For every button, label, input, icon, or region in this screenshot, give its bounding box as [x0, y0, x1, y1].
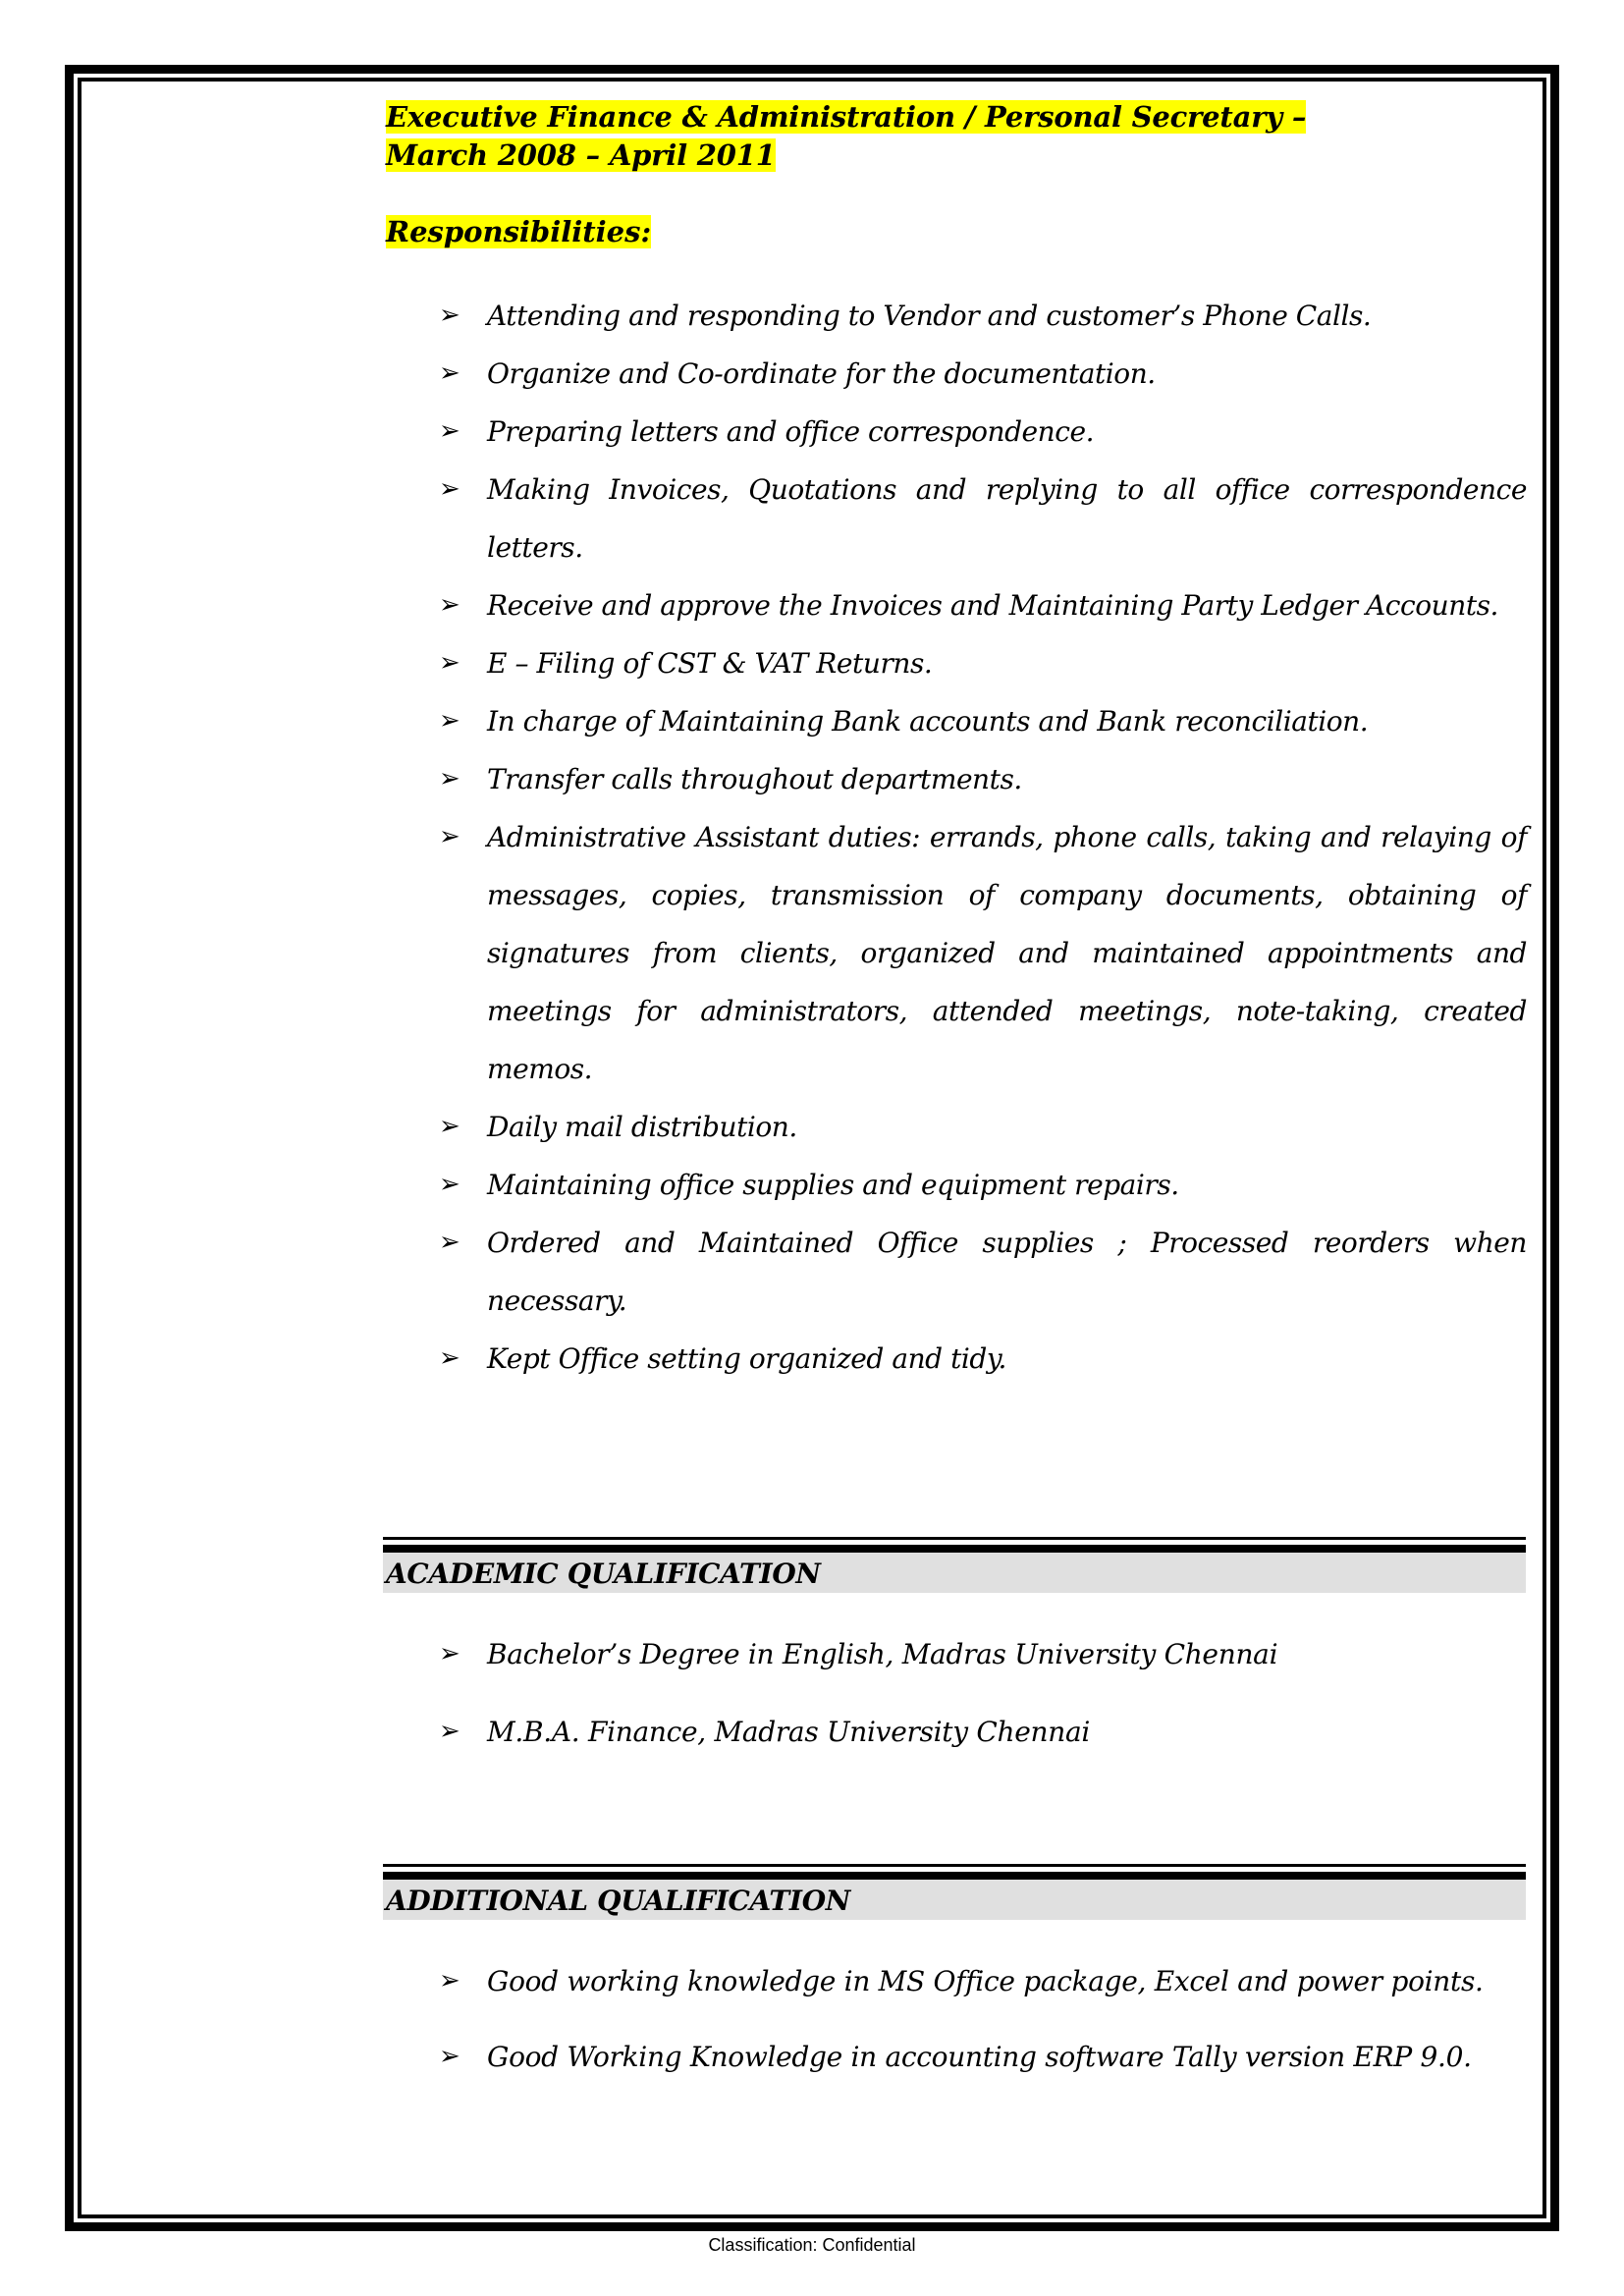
arrow-bullet-icon: ➢ [439, 1717, 460, 1746]
list-item [439, 634, 1527, 692]
academic-section-header [383, 1537, 1526, 1593]
list-item [439, 1156, 1527, 1214]
list-item [439, 1635, 1527, 1673]
list-item [439, 461, 1527, 576]
arrow-bullet-icon: ➢ [439, 1343, 460, 1373]
arrow-bullet-icon: ➢ [439, 1112, 460, 1141]
list-item [439, 692, 1527, 750]
list-item-text: M.B.A. Finance, Madras University Chennai [487, 1716, 1090, 1748]
responsibilities-heading-text: Responsibilities: [386, 215, 652, 248]
list-item [439, 345, 1527, 403]
arrow-bullet-icon: ➢ [439, 648, 460, 678]
responsibilities-list [439, 287, 1527, 1388]
arrow-bullet-icon: ➢ [439, 1228, 460, 1257]
classification-footer: Classification: Confidential [708, 2235, 916, 2255]
list-item-text: Organize and Co-ordinate for the documentation. [487, 357, 1156, 390]
list-item [439, 403, 1527, 461]
list-item-text: In charge of Maintaining Bank accounts and Bank reconciliation. [487, 705, 1369, 738]
arrow-bullet-icon: ➢ [439, 474, 460, 504]
arrow-bullet-icon: ➢ [439, 764, 460, 793]
list-item-text: Good working knowledge in MS Office package, Excel and power points. [487, 1965, 1484, 1997]
list-item-text: Bachelor’s Degree in English, Madras University Chennai [487, 1638, 1278, 1670]
additional-heading: ADDITIONAL QUALIFICATION [383, 1880, 1526, 1920]
list-item [439, 1214, 1527, 1330]
arrow-bullet-icon: ➢ [439, 1966, 460, 1995]
list-item-text: Administrative Assistant duties: errands, phone calls, taking and relaying of messages, copies, transmission of company documents, obtaining of signatures from clients, organized and maintained appointments and meetings for administrators, attended meetings, note-taking, created memos. [487, 821, 1527, 1085]
list-item [439, 750, 1527, 808]
arrow-bullet-icon: ➢ [439, 358, 460, 388]
arrow-bullet-icon: ➢ [439, 2042, 460, 2071]
job-title-dates: March 2008 – April 2011 [386, 138, 776, 172]
list-item [439, 808, 1527, 1098]
academic-heading: ACADEMIC QUALIFICATION [383, 1553, 1526, 1593]
list-item [439, 1962, 1527, 2000]
list-item-text: Receive and approve the Invoices and Maintaining Party Ledger Accounts. [487, 589, 1498, 622]
job-title [386, 98, 1525, 175]
list-item [439, 1330, 1527, 1388]
responsibilities-heading [386, 213, 651, 251]
list-item-text: Making Invoices, Quotations and replying to all office correspondence letters. [487, 473, 1527, 564]
list-item [439, 1713, 1527, 1751]
list-item-text: Kept Office setting organized and tidy. [487, 1342, 1006, 1375]
section-rule-thick [383, 1872, 1526, 1880]
list-item-text: Maintaining office supplies and equipment repairs. [487, 1169, 1179, 1201]
job-title-line-1: Executive Finance & Administration / Personal Secretary – [386, 100, 1307, 134]
arrow-bullet-icon: ➢ [439, 1170, 460, 1199]
list-item [439, 576, 1527, 634]
arrow-bullet-icon: ➢ [439, 301, 460, 330]
list-item [439, 2038, 1527, 2076]
list-item [439, 1098, 1527, 1156]
list-item-text: Transfer calls throughout departments. [487, 763, 1022, 795]
list-item [439, 287, 1527, 345]
additional-list [439, 1962, 1527, 2113]
arrow-bullet-icon: ➢ [439, 590, 460, 620]
list-item-text: Preparing letters and office correspondence. [487, 415, 1095, 448]
list-item-text: Good Working Knowledge in accounting software Tally version ERP 9.0. [487, 2041, 1472, 2073]
arrow-bullet-icon: ➢ [439, 822, 460, 851]
additional-section-header [383, 1864, 1526, 1920]
academic-list [439, 1635, 1527, 1790]
arrow-bullet-icon: ➢ [439, 1639, 460, 1668]
list-item-text: E – Filing of CST & VAT Returns. [487, 647, 933, 680]
section-rule-thick [383, 1545, 1526, 1553]
list-item-text: Daily mail distribution. [487, 1111, 797, 1143]
arrow-bullet-icon: ➢ [439, 706, 460, 736]
list-item-text: Attending and responding to Vendor and customer’s Phone Calls. [487, 300, 1372, 332]
arrow-bullet-icon: ➢ [439, 416, 460, 446]
list-item-text: Ordered and Maintained Office supplies ; Processed reorders when necessary. [487, 1227, 1527, 1317]
